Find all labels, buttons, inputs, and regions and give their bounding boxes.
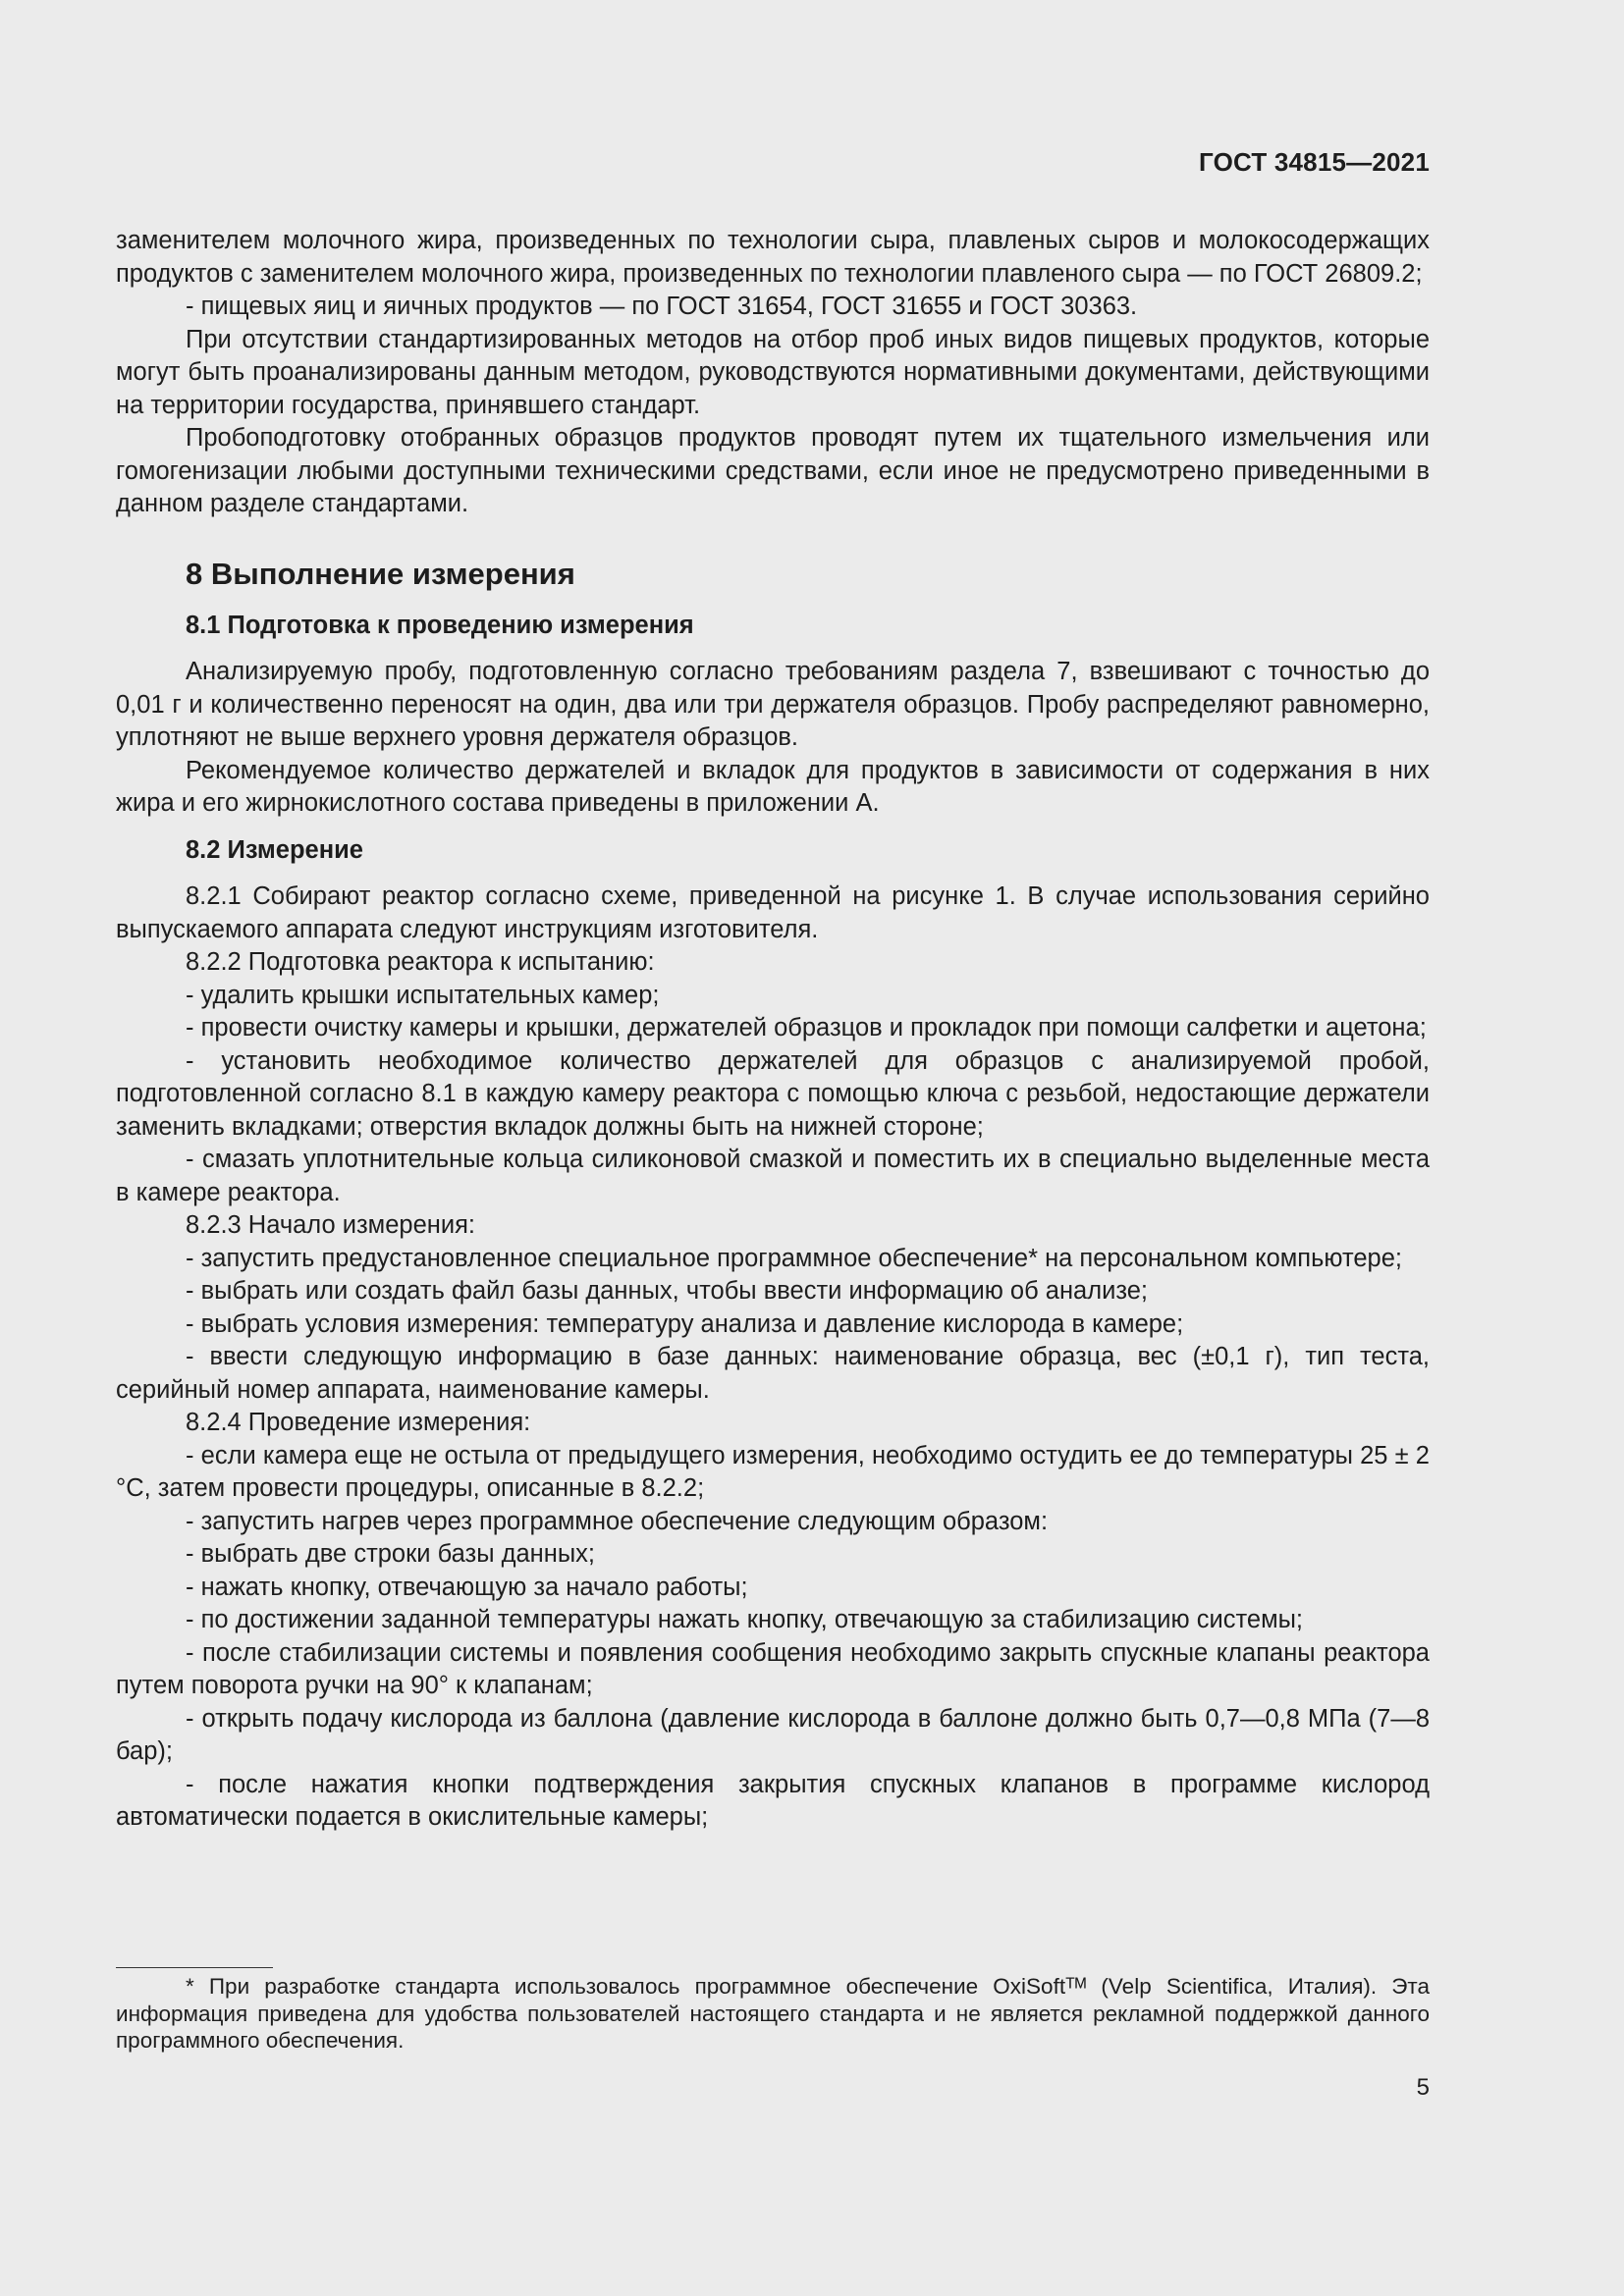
list-item: - если камера еще не остыла от предыдущего измерения, необходимо остудить ее до температуры 25 ± 2 °С, затем провести процедуры, описанные в 8.2.2; [116,1441,1430,1502]
footnote-text: * При разработке стандарта использовалось программное обеспечение OxiSoftᵀᴹ (Velp Scientifica, Италия). Эта информация приведена для удобства пользователей настоящего стандарта и не является рекламной поддержкой данного программного обеспечения. [116,1974,1430,2053]
list-item: - нажать кнопку, отвечающую за начало работы; [186,1573,748,1601]
subsection-heading: 8.1 Подготовка к проведению измерения [186,611,694,639]
document-page [116,0,1430,2296]
section-heading: 8 Выполнение измерения [186,556,575,591]
footnote [116,1973,1430,2055]
list-item: - открыть подачу кислорода из баллона (давление кислорода в баллоне должно быть 0,7—0,8 МПа (7—8 бар); [116,1704,1430,1765]
list-item: - выбрать условия измерения: температуру анализа и давление кислорода в камере; [186,1309,1184,1338]
list-item: - после нажатия кнопки подтверждения закрытия спускных клапанов в программе кислород автоматически подается в окислительные камеры; [116,1770,1430,1831]
body-text [116,225,1430,1835]
footnote-divider [116,1967,273,1968]
list-item: - выбрать две строки базы данных; [186,1540,596,1568]
list-item: - по достижении заданной температуры нажать кнопку, отвечающую за стабилизацию системы; [186,1606,1304,1633]
paragraph: 8.2.2 Подготовка реактора к испытанию: [186,948,655,976]
list-item: - запустить предустановленное специальное программное обеспечение* на персональном компьютере; [186,1244,1402,1272]
list-item: - пищевых яиц и яичных продуктов — по ГОСТ 31654, ГОСТ 31655 и ГОСТ 30363. [186,293,1138,320]
paragraph: 8.2.3 Начало измерения: [186,1211,475,1239]
paragraph: Рекомендуемое количество держателей и вкладок для продуктов в зависимости от содержания в них жира и его жирнокислотного состава приведены в приложении А. [116,756,1430,817]
paragraph: При отсутствии стандартизированных методов на отбор проб иных видов пищевых продуктов, которые могут быть проанализированы данным методом, руководствуются нормативными документами, действующими на территории государства, принявшего стандарт. [116,325,1430,419]
list-item: - установить необходимое количество держателей для образцов с анализируемой пробой, подготовленной согласно 8.1 в каждую камеру реактора с помощью ключа с резьбой, недостающие держатели заменить вкладками; отверстия вкладок должны быть на нижней стороне; [116,1046,1430,1141]
page-number: 5 [1416,2074,1430,2101]
list-item: - ввести следующую информацию в базе данных: наименование образца, вес (±0,1 г), тип теста, серийный номер аппарата, наименование камеры. [116,1343,1430,1404]
paragraph: Анализируемую пробу, подготовленную согласно требованиям раздела 7, взвешивают с точностью до 0,01 г и количественно переносят на один, два или три держателя образцов. Пробу распределяют равномерно, уплотняют не выше верхнего уровня держателя образцов. [116,658,1430,751]
paragraph: 8.2.1 Собирают реактор согласно схеме, приведенной на рисунке 1. В случае использования серийно выпускаемого аппарата следуют инструкциям изготовителя. [116,882,1430,943]
list-item: - после стабилизации системы и появления сообщения необходимо закрыть спускные клапаны реактора путем поворота ручки на 90° к клапанам; [116,1638,1430,1699]
list-item: - удалить крышки испытательных камер; [186,981,660,1009]
list-item: - провести очистку камеры и крышки, держателей образцов и прокладок при помощи салфетки и ацетона; [186,1014,1427,1041]
subsection-heading: 8.2 Измерение [186,835,363,864]
list-item: - запустить нагрев через программное обеспечение следующим образом: [186,1507,1049,1535]
paragraph: 8.2.4 Проведение измерения: [186,1409,531,1436]
document-code: ГОСТ 34815—2021 [1199,147,1430,177]
paragraph: Пробоподготовку отобранных образцов продуктов проводят путем их тщательного измельчения или гомогенизации любыми доступными техническими средствами, если иное не предусмотрено приведенными в данном разделе стандартами. [116,424,1430,517]
list-item: - выбрать или создать файл базы данных, чтобы ввести информацию об анализе; [186,1277,1149,1305]
paragraph: заменителем молочного жира, произведенных по технологии сыра, плавленых сыров и молокосодержащих продуктов с заменителем молочного жира, произведенных по технологии плавленого сыра — по ГОСТ 26809.2; [116,227,1430,288]
list-item: - смазать уплотнительные кольца силиконовой смазкой и поместить их в специально выделенные места в камере реактора. [116,1146,1430,1206]
